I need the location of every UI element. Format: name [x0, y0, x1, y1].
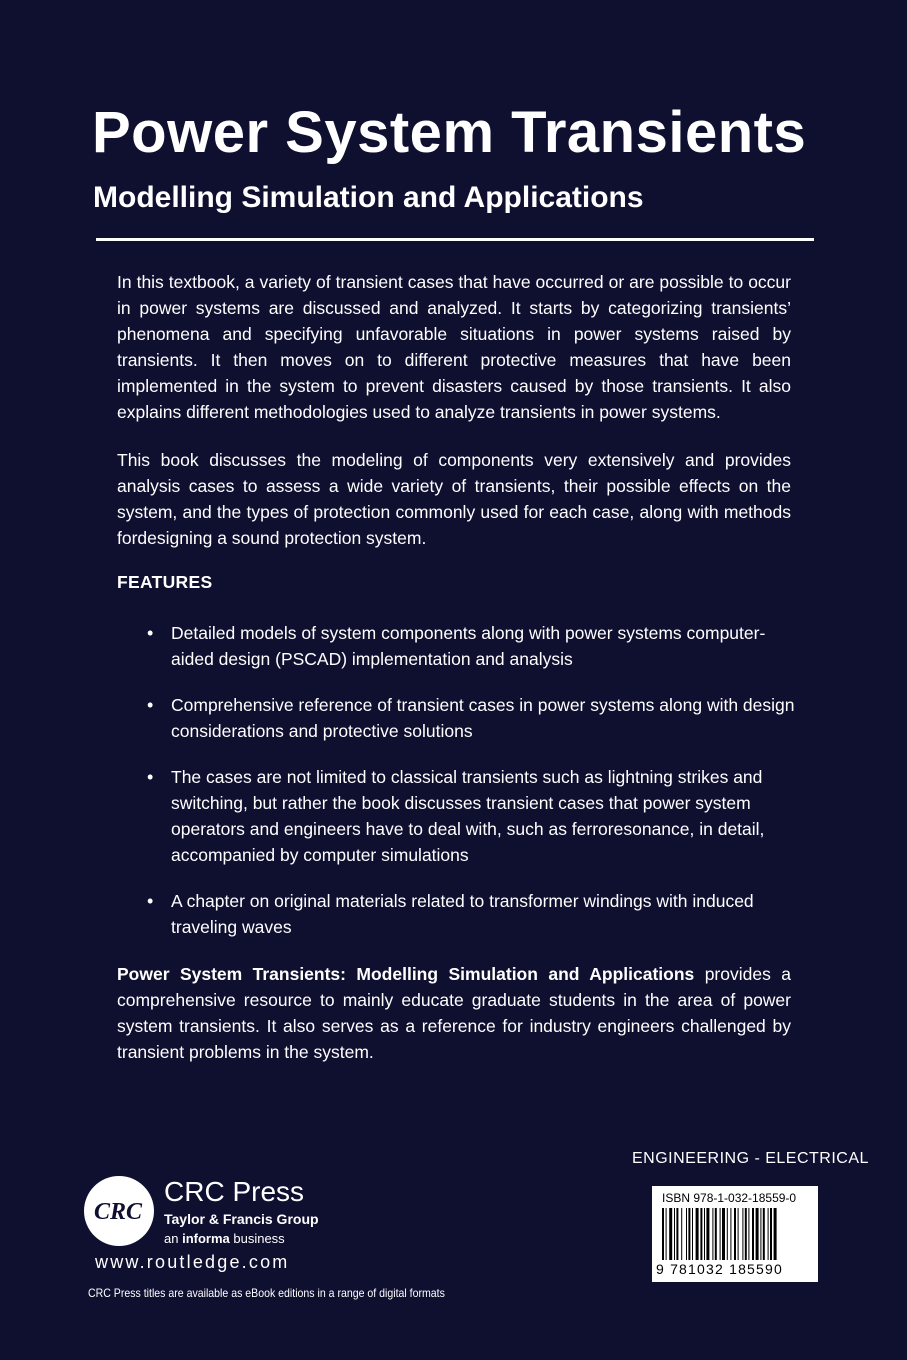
publisher-name: CRC Press — [164, 1176, 305, 1207]
barcode-bar — [681, 1208, 682, 1260]
barcode-bar — [688, 1208, 690, 1260]
barcode-bars — [662, 1208, 808, 1260]
barcode-bar — [662, 1208, 664, 1260]
barcode-bar — [774, 1208, 777, 1260]
book-title: Power System Transients — [92, 100, 807, 165]
barcode-bar — [745, 1208, 747, 1260]
features-list — [117, 620, 797, 960]
feature-text: Detailed models of system components along with power systems computer-aided design (PSCAD) implementation and analysis — [171, 623, 766, 669]
isbn-label: ISBN 978-1-032-18559-0 — [662, 1191, 797, 1205]
bullet-icon: • — [147, 891, 154, 911]
feature-item — [117, 620, 797, 672]
barcode-bar — [730, 1208, 731, 1260]
ebook-note: CRC Press titles are available as eBook editions in a range of digital formats — [88, 1286, 445, 1300]
feature-text: A chapter on original materials related to transformer windings with induced traveling waves — [171, 891, 754, 937]
feature-text: The cases are not limited to classical transients such as lightning strikes and switching, but rather the book discusses transient cases that power system operators and engineers have to deal with, such as ferroresonance, in detail, accompanied by computer simulations — [171, 767, 765, 865]
title-divider — [96, 238, 814, 241]
description-paragraph-2: This book discusses the modeling of components very extensively and provides analysis cases to assess a wide variety of transients, their possible effects on the system, and the types of protection commonly used for each case, along with methods fordesigning a sound protection system. — [117, 450, 791, 548]
barcode-bar — [666, 1208, 667, 1260]
bullet-icon: • — [147, 623, 154, 643]
barcode-bar — [742, 1208, 743, 1260]
features-heading: FEATURES — [117, 572, 213, 592]
closing-text: provides a comprehensive resource to mainly educate graduate students in the area of power system transients. It also serves as a reference for industry engineers challenged by transient problems in the system. — [117, 964, 791, 1062]
feature-item — [117, 888, 797, 940]
barcode-bar — [760, 1208, 761, 1260]
barcode-bar — [700, 1208, 702, 1260]
barcode-bar — [674, 1208, 675, 1260]
closing-title: Power System Transients: Modelling Simulation and Applications — [117, 964, 695, 984]
barcode-digits: 9 781032 185590 — [656, 1261, 783, 1277]
barcode-bar — [676, 1208, 678, 1260]
bullet-icon: • — [147, 695, 154, 715]
barcode-bar — [696, 1208, 699, 1260]
bullet-icon: • — [147, 767, 154, 787]
publisher-group: Taylor & Francis Group — [164, 1211, 319, 1227]
publisher-informa: an informa business — [164, 1231, 285, 1246]
barcode-bar — [756, 1208, 759, 1260]
barcode-bar — [720, 1208, 721, 1260]
barcode-bar — [768, 1208, 769, 1260]
subject-category: ENGINEERING - ELECTRICAL — [632, 1150, 869, 1167]
publisher-url[interactable]: www.routledge.com — [95, 1252, 290, 1272]
description-paragraph-1: In this textbook, a variety of transient cases that have occurred or are possible to occur in power systems are discussed and analyzed. It starts by categorizing transients’ phenomena and specifying unfavorable situations in power systems raised by transients. It then moves on to different protective measures that have been implemented in the system to prevent disasters caused by those transients. It also explains different methodologies used to analyze transients in power systems. — [117, 272, 791, 422]
barcode-bar — [669, 1208, 672, 1260]
closing-paragraph — [117, 961, 791, 1065]
svg-text:CRC: CRC — [93, 1199, 143, 1225]
barcode-bar — [752, 1208, 754, 1260]
barcode-bar — [715, 1208, 717, 1260]
book-subtitle: Modelling Simulation and Applications — [93, 181, 644, 214]
barcode-bar — [770, 1208, 772, 1260]
barcode-bar — [712, 1208, 713, 1260]
crc-logo-icon — [83, 1175, 155, 1247]
feature-text: Comprehensive reference of transient cases in power systems along with design considerations and protective solutions — [171, 695, 795, 741]
feature-item — [117, 764, 797, 868]
barcode-bar — [727, 1208, 728, 1260]
barcode-bar — [748, 1208, 749, 1260]
barcode-bar — [763, 1208, 765, 1260]
barcode-bar — [738, 1208, 739, 1260]
barcode-bar — [704, 1208, 705, 1260]
isbn-barcode — [652, 1186, 818, 1282]
barcode-bar — [722, 1208, 725, 1260]
barcode-bar — [686, 1208, 687, 1260]
barcode-bar — [734, 1208, 736, 1260]
barcode-bar — [692, 1208, 693, 1260]
barcode-bar — [706, 1208, 709, 1260]
feature-item — [117, 692, 797, 744]
